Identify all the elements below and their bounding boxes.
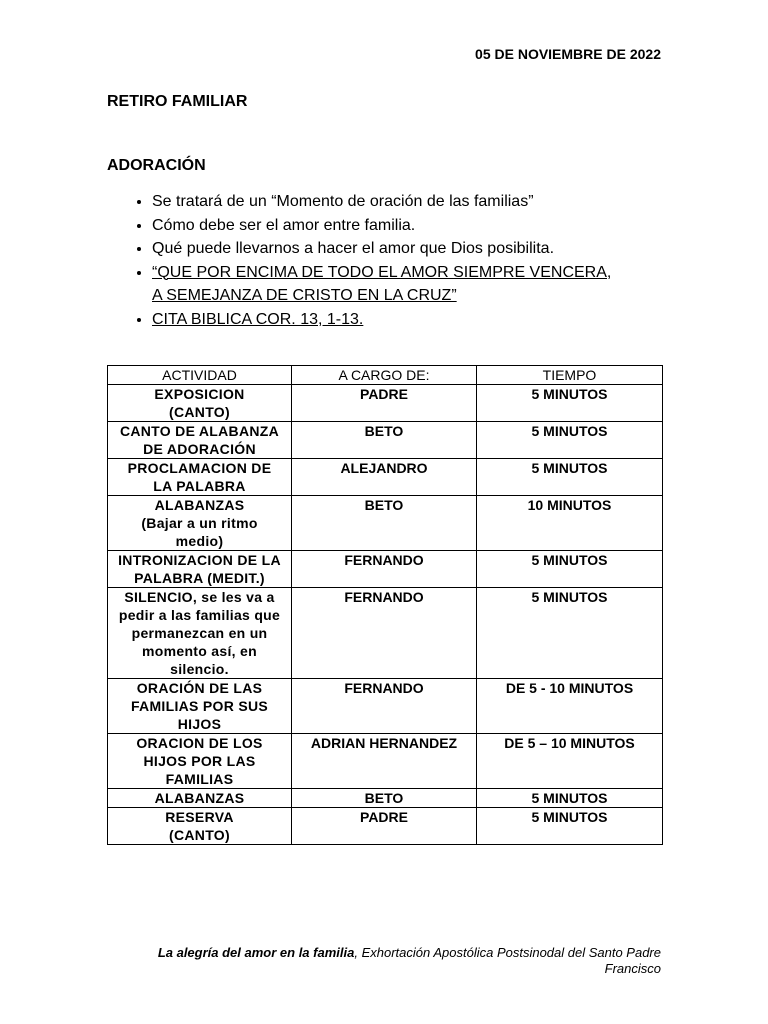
cell-actividad: [108, 808, 292, 845]
cell-tiempo: 10 MINUTOS: [477, 496, 663, 551]
cell-cargo: ALEJANDRO: [292, 459, 477, 496]
list-item-line: • “QUE POR ENCIMA DE TODO EL AMOR SIEMPRE VENCERA,: [152, 263, 612, 281]
footer-text: , Exhortación Apostólica Postsinodal del Santo Padre: [354, 945, 661, 960]
cell-line: PROCLAMACION DE: [127, 460, 272, 476]
cell-line: medio): [175, 533, 224, 549]
cell-line: pedir a las familias que: [118, 607, 281, 623]
cell-tiempo: DE 5 – 10 MINUTOS: [477, 734, 663, 789]
cell-tiempo: DE 5 - 10 MINUTOS: [477, 679, 663, 734]
section-heading: ADORACIÓN: [107, 157, 206, 174]
cell-line: ALABANZAS: [154, 497, 245, 513]
list-item: [152, 261, 667, 308]
table-row: [108, 385, 663, 422]
cell-tiempo: 5 MINUTOS: [477, 588, 663, 679]
cell-cargo: PADRE: [292, 385, 477, 422]
cell-line: permanezcan en un: [131, 625, 268, 641]
table-row: [108, 496, 663, 551]
cell-tiempo: 5 MINUTOS: [477, 422, 663, 459]
list-item: • Se tratará de un “Momento de oración de las familias”: [152, 190, 667, 214]
cell-line: (Bajar a un ritmo: [141, 515, 258, 531]
list-item-line: A SEMEJANZA DE CRISTO EN LA CRUZ”: [152, 287, 457, 304]
cell-line: HIJOS: [177, 716, 222, 732]
list-item: • CITA BIBLICA COR. 13, 1-13.: [152, 308, 667, 332]
cell-cargo: FERNANDO: [292, 588, 477, 679]
footer-title: La alegría del amor en la familia: [157, 945, 355, 960]
table-body: [108, 385, 663, 845]
cell-line: FAMILIAS: [165, 771, 234, 787]
cell-line: INTRONIZACION DE LA: [118, 552, 281, 568]
list-item: • Cómo debe ser el amor entre familia.: [152, 214, 667, 238]
column-header: ACTIVIDAD: [108, 366, 292, 385]
cell-cargo: BETO: [292, 789, 477, 808]
cell-actividad: [108, 679, 292, 734]
cell-line: ORACION DE LOS: [136, 735, 263, 751]
cell-line: LA PALABRA: [153, 478, 246, 494]
cell-line: (CANTO): [169, 827, 230, 843]
cell-cargo: BETO: [292, 496, 477, 551]
table-header-row: [108, 366, 663, 385]
table-row: [108, 808, 663, 845]
footer-citation: [101, 945, 661, 977]
footer-text-line2: Francisco: [604, 961, 661, 976]
cell-line: silencio.: [170, 661, 229, 677]
cell-tiempo: 5 MINUTOS: [477, 385, 663, 422]
cell-actividad: [108, 551, 292, 588]
cell-line: SILENCIO, se les va a: [124, 589, 275, 605]
cell-line: EXPOSICION: [154, 386, 245, 402]
cell-line: PALABRA (MEDIT.): [134, 570, 265, 586]
table-row: [108, 789, 663, 808]
table-row: [108, 422, 663, 459]
cell-actividad: [108, 588, 292, 679]
cell-tiempo: 5 MINUTOS: [477, 551, 663, 588]
cell-line: DE ADORACIÓN: [143, 441, 256, 457]
cell-line: (CANTO): [169, 404, 230, 420]
table-row: [108, 679, 663, 734]
cell-tiempo: 5 MINUTOS: [477, 789, 663, 808]
table-row: [108, 459, 663, 496]
table-row: [108, 734, 663, 789]
cell-actividad: [108, 385, 292, 422]
document-title: RETIRO FAMILIAR: [107, 93, 248, 110]
document-date: 05 DE NOVIEMBRE DE 2022: [475, 46, 661, 62]
cell-cargo: PADRE: [292, 808, 477, 845]
cell-cargo: ADRIAN HERNANDEZ: [292, 734, 477, 789]
cell-tiempo: 5 MINUTOS: [477, 459, 663, 496]
table-row: [108, 588, 663, 679]
cell-actividad: [108, 459, 292, 496]
list-item: • Qué puede llevarnos a hacer el amor que Dios posibilita.: [152, 237, 667, 261]
cell-actividad: [108, 496, 292, 551]
bullet-list: [107, 190, 667, 331]
activity-table: [107, 365, 663, 845]
cell-cargo: BETO: [292, 422, 477, 459]
cell-tiempo: 5 MINUTOS: [477, 808, 663, 845]
column-header: A CARGO DE:: [292, 366, 477, 385]
cell-cargo: FERNANDO: [292, 679, 477, 734]
cell-line: CANTO DE ALABANZA: [119, 423, 280, 439]
cell-actividad: [108, 422, 292, 459]
table-row: [108, 551, 663, 588]
cell-line: FAMILIAS POR SUS: [130, 698, 269, 714]
cell-actividad: [108, 789, 292, 808]
cell-line: RESERVA: [165, 809, 234, 825]
cell-actividad: [108, 734, 292, 789]
cell-line: ORACIÓN DE LAS: [136, 680, 263, 696]
cell-line: HIJOS POR LAS: [143, 753, 256, 769]
cell-cargo: FERNANDO: [292, 551, 477, 588]
cell-line: ALABANZAS: [154, 790, 245, 806]
column-header: TIEMPO: [477, 366, 663, 385]
cell-line: momento así, en: [142, 643, 257, 659]
